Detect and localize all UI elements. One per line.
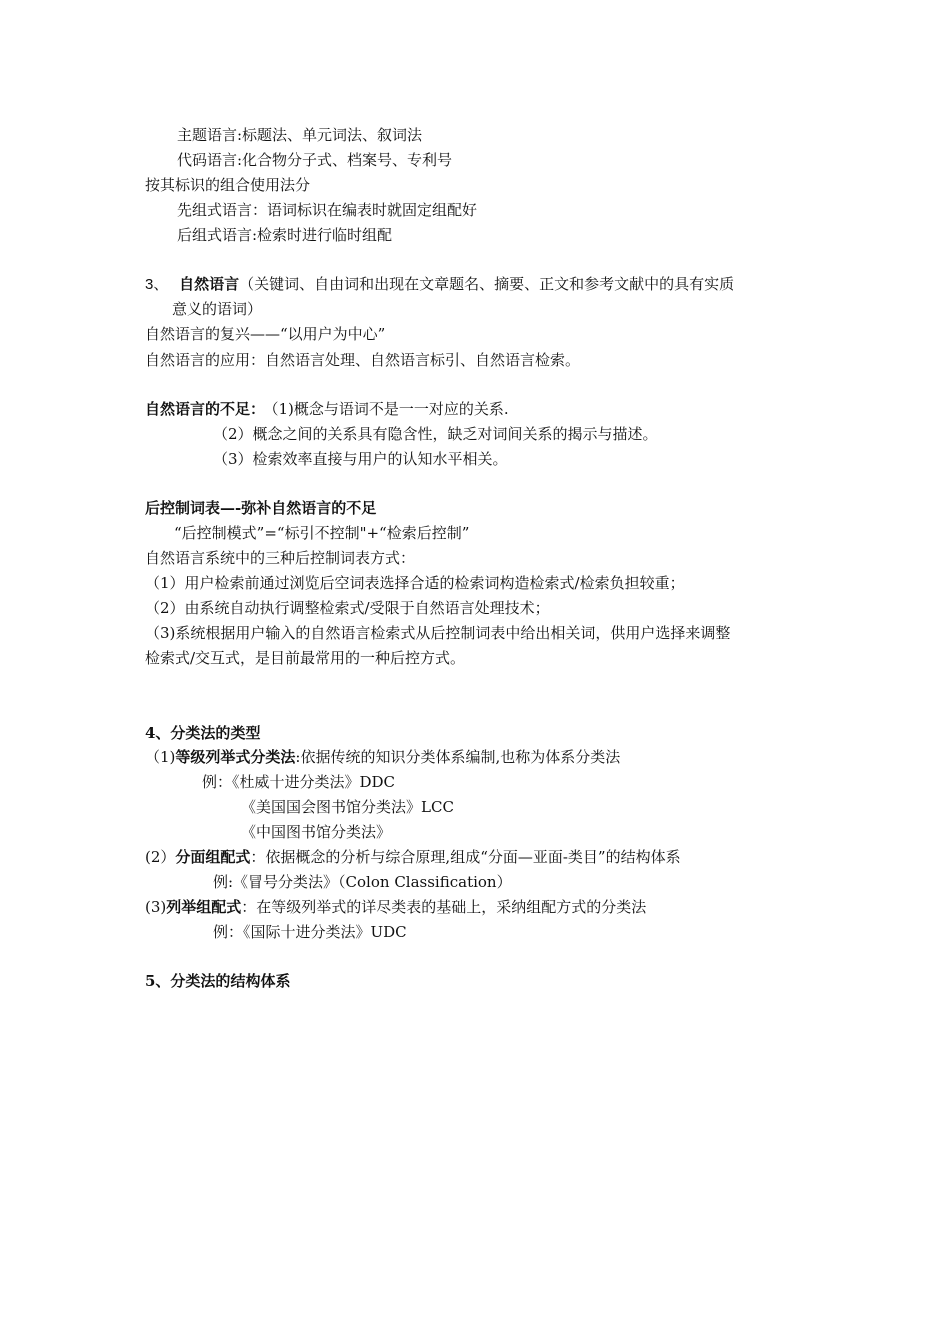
text-line: 自然语言的应用：自然语言处理、自然语言标引、自然语言检索。 [145,351,581,369]
text-line: 自然语言系统中的三种后控制词表方式： [145,549,416,567]
section-heading: 5、分类法的结构体系 [145,972,291,990]
text-line: 例:《冒号分类法》（Colon Classification） [213,873,512,891]
text-line: （1）用户检索前通过浏览后空词表选择合适的检索词构造检索式/检索负担较重； [145,574,685,592]
text-line: 先组式语言：语词标识在编表时就固定组配好 [177,201,478,219]
text-line: 例：《杜威十进分类法》DDC [202,773,396,791]
text-line: （2）概念之间的关系具有隐含性，缺乏对词间关系的揭示与描述。 [213,425,658,443]
text-line: 检索式/交互式，是目前最常用的一种后控方式。 [145,649,466,667]
section-note: （关键词、自由词和出现在文章题名、摘要、正文和参考文献中的具有实质 [239,275,735,293]
text-line: 后组式语言:检索时进行临时组配 [177,226,393,244]
text-line [145,399,509,419]
text-line [145,747,620,767]
text-line: “后控制模式”=“标引不控制"+“检索后控制” [174,524,470,542]
text-line: 《美国国会图书馆分类法》LCC [241,798,454,816]
text-line: 自然语言的复兴——“以用户为中心” [145,325,386,343]
text-line [145,847,681,867]
section-heading [145,274,734,295]
text-line: 例：《国际十进分类法》UDC [213,923,407,941]
bold-label: 列举组配式 [166,898,242,916]
text-span: (2） [145,848,176,866]
bold-label: 等级列举式分类法 [175,748,296,766]
text-line: （3)系统根据用户输入的自然语言检索式从后控制词表中给出相关词，供用户选择来调整 [145,624,731,642]
section-number: 3、 [145,276,169,293]
text-line: 主题语言:标题法、单元词法、叙词法 [177,126,423,144]
bold-label: 自然语言的不足： [145,400,266,418]
text-line [145,897,646,917]
text-line: 代码语言:化合物分子式、档案号、专利号 [177,151,453,169]
text-span: (3) [145,898,167,916]
text-span: ：依据概念的分析与综合原理,组成“分面—亚面-类目”的结构体系 [250,848,681,866]
text-span: （1)概念与语词不是一一对应的关系. [271,400,509,418]
text-span: ：在等级列举式的详尽类表的基础上，采纳组配方式的分类法 [241,898,647,916]
bold-label: 分面组配式 [175,848,251,866]
text-line: （3）检索效率直接与用户的认知水平相关。 [213,450,508,468]
text-line: 按其标识的组合使用法分 [145,176,311,194]
section-title: 自然语言 [179,275,240,293]
section-heading: 4、分类法的类型 [145,724,261,742]
text-line: 《中国图书馆分类法》 [241,823,392,841]
text-line: 意义的语词） [172,300,263,318]
text-span: :依据传统的知识分类体系编制,也称为体系分类法 [295,748,621,766]
text-line: （2）由系统自动执行调整检索式/受限于自然语言处理技术； [145,599,550,617]
section-heading: 后控制词表—-弥补自然语言的不足 [145,499,377,517]
text-span: （1) [145,748,176,766]
